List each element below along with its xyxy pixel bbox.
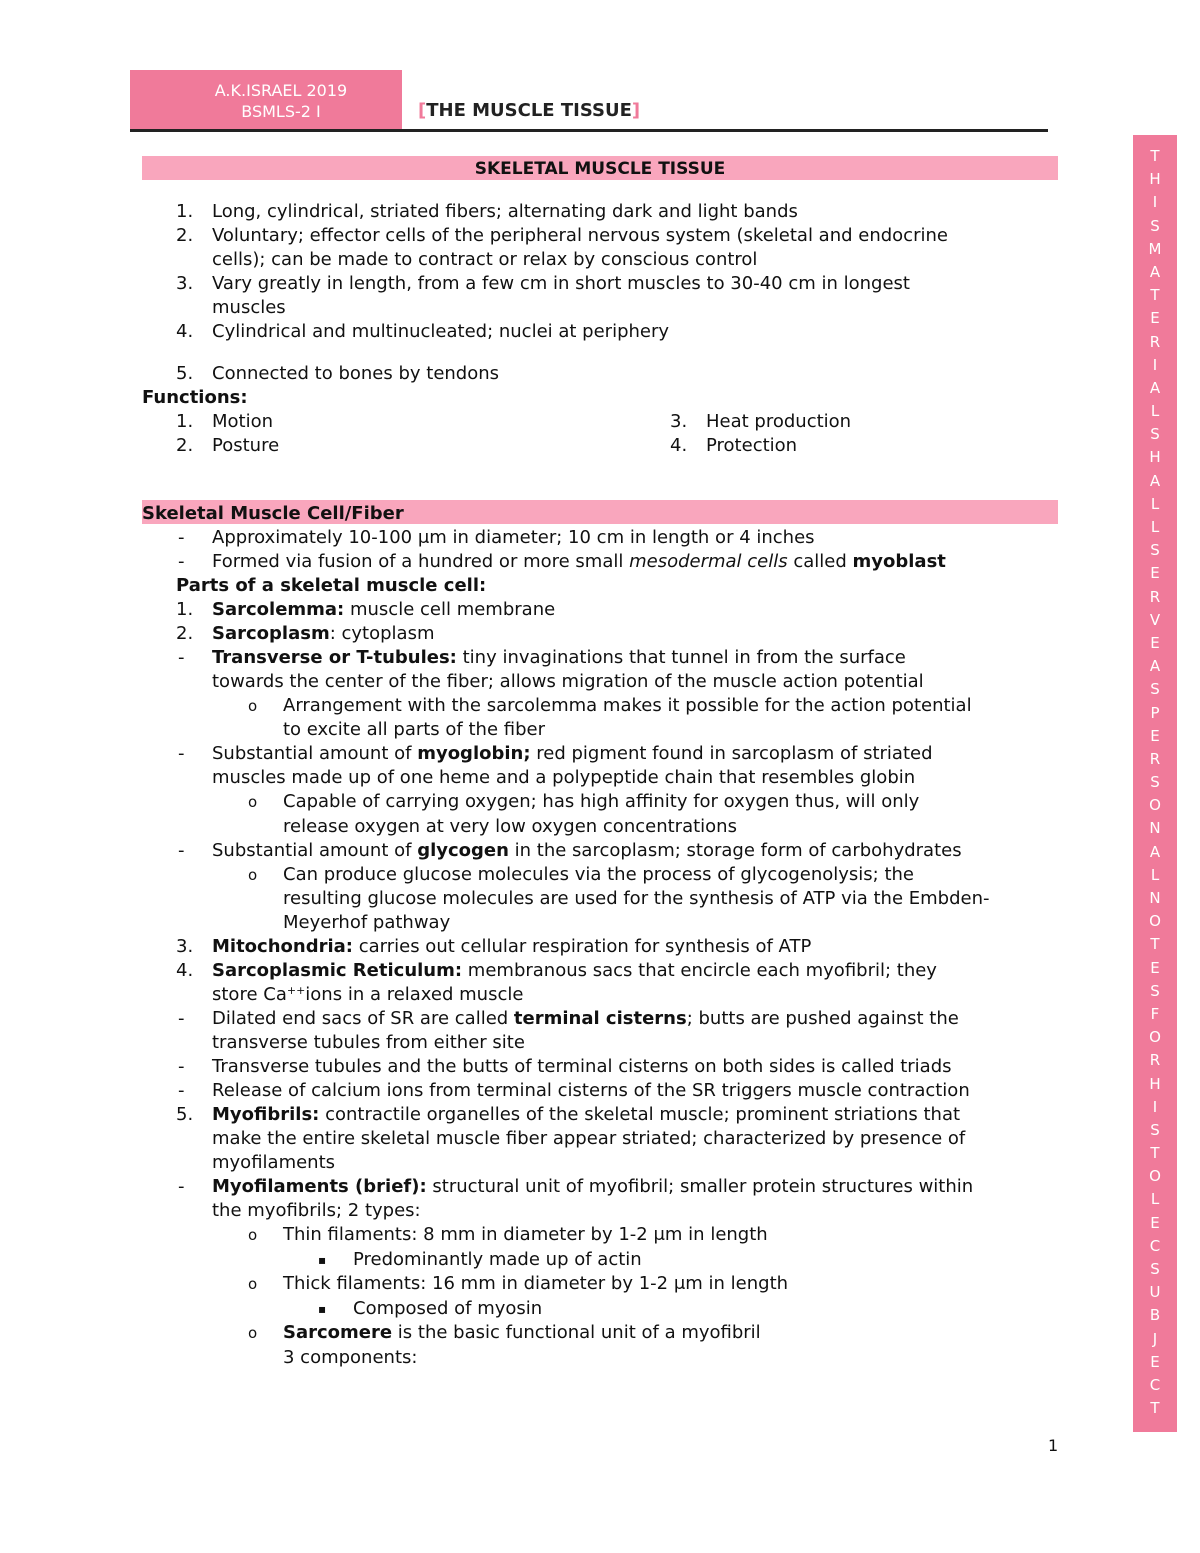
bold-run: Myofilaments (brief):	[212, 1176, 427, 1197]
bullet-item: Transverse tubules and the butts of terminal cisterns on both sides is called triads	[212, 1056, 952, 1077]
sub-bullet-item: Thick filaments: 16 mm in diameter by 1-2 μm in length	[283, 1273, 789, 1294]
side-letter: J	[1152, 1329, 1158, 1348]
side-letter: B	[1149, 1306, 1161, 1325]
bracket-close: ]	[631, 100, 641, 121]
list-number: 1.	[176, 201, 194, 222]
bold-run: Transverse or T-tubules:	[212, 647, 457, 668]
side-letter: L	[1150, 518, 1160, 536]
part-item-cont	[212, 983, 523, 1007]
text-run: ions in a relaxed muscle	[305, 984, 524, 1005]
side-letter: E	[1150, 633, 1160, 652]
part-item	[212, 935, 811, 959]
italic-run: mesodermal cells	[629, 551, 788, 572]
text-run: muscle cell membrane	[344, 599, 556, 620]
sub-bullet-item-cont: to excite all parts of the fiber	[283, 719, 545, 740]
list-number: 4.	[176, 321, 194, 342]
square-marker: ▪	[318, 1253, 327, 1267]
list-number: 1.	[176, 599, 194, 620]
dash-marker: -	[178, 1056, 185, 1077]
sub-bullet-item	[283, 1321, 761, 1345]
bullet-item-cont: towards the center of the fiber; allows migration of the muscle action potential	[212, 671, 924, 692]
page-title-text: THE MUSCLE TISSUE	[426, 100, 632, 121]
function-item: Posture	[212, 435, 280, 456]
page-number: 1	[1048, 1436, 1059, 1455]
side-letter: C	[1149, 1236, 1161, 1255]
side-letter: T	[1150, 286, 1160, 305]
text-run: contractile organelles of the skeletal muscle; prominent striations that	[319, 1104, 961, 1125]
bold-run: glycogen	[417, 840, 509, 861]
bullet-item-cont: the myofibrils; 2 types:	[212, 1200, 421, 1221]
section-heading-skeletal-muscle-cell: Skeletal Muscle Cell/Fiber	[142, 500, 1058, 524]
bold-run: terminal cisterns	[513, 1008, 687, 1029]
side-letter: A	[1149, 378, 1161, 397]
dash-marker: -	[178, 647, 185, 668]
side-letter: T	[1150, 1144, 1160, 1163]
side-letter: A	[1149, 471, 1161, 490]
side-letter: E	[1150, 564, 1160, 583]
header-label-box	[130, 70, 402, 132]
circle-marker: o	[248, 793, 258, 811]
part-item	[212, 598, 555, 622]
text-run: : cytoplasm	[329, 623, 435, 644]
circle-marker: o	[248, 1275, 258, 1293]
bold-run: Mitochondria:	[212, 936, 353, 957]
header-divider	[130, 129, 1048, 132]
side-letter: R	[1149, 587, 1161, 606]
side-letter: H	[1149, 170, 1161, 189]
text-run: carries out cellular respiration for synthesis of ATP	[353, 936, 812, 957]
list-number: 4.	[176, 960, 194, 981]
list-number: 2.	[176, 435, 194, 456]
side-letter: L	[1150, 1190, 1160, 1209]
function-item: Heat production	[706, 411, 852, 432]
side-letter: S	[1150, 216, 1160, 235]
text-run: ; butts are pushed against the	[686, 1008, 959, 1029]
circle-marker: o	[248, 697, 258, 715]
list-item-cont: cells); can be made to contract or relax by conscious control	[212, 249, 758, 270]
side-letter: I	[1152, 193, 1158, 212]
function-item: Protection	[706, 435, 798, 456]
header-author: A.K.ISRAEL 2019	[214, 81, 348, 100]
list-item: Cylindrical and multinucleated; nuclei at periphery	[212, 321, 670, 342]
dash-marker: -	[178, 1080, 185, 1101]
sub-bullet-item: Can produce glucose molecules via the process of glycogenolysis; the	[283, 864, 914, 885]
side-letter: H	[1149, 448, 1161, 467]
list-number: 5.	[176, 1104, 194, 1125]
text-run: called	[787, 551, 853, 572]
bold-run: myoblast	[852, 551, 946, 572]
bullet-item	[212, 550, 946, 574]
bullet-item	[212, 742, 933, 766]
bullet-item	[212, 646, 906, 670]
side-watermark-text	[1133, 145, 1177, 1420]
part-item	[212, 959, 937, 983]
side-letter: O	[1149, 1167, 1161, 1186]
side-letter: R	[1149, 749, 1161, 768]
side-letter: L	[1150, 402, 1160, 421]
sub-sub-bullet-item: Composed of myosin	[353, 1298, 543, 1319]
side-letter: M	[1148, 239, 1162, 258]
sub-bullet-item-cont: release oxygen at very low oxygen concentrations	[283, 816, 737, 837]
part-item-cont: make the entire skeletal muscle fiber appear striated; characterized by presence of	[212, 1128, 966, 1149]
bullet-item	[212, 1007, 959, 1031]
side-letter: E	[1150, 726, 1160, 745]
page-title	[418, 100, 640, 121]
function-item: Motion	[212, 411, 274, 432]
list-item-cont: muscles	[212, 297, 286, 318]
sub-bullet-item: Arrangement with the sarcolemma makes it possible for the action potential	[283, 695, 972, 716]
list-number: 3.	[670, 411, 688, 432]
circle-marker: o	[248, 866, 258, 884]
list-number: 5.	[176, 363, 194, 384]
side-letter: S	[1150, 425, 1160, 444]
side-letter: N	[1149, 819, 1161, 838]
side-letter: P	[1150, 703, 1160, 722]
side-letter: I	[1152, 1097, 1158, 1116]
side-letter: T	[1150, 935, 1160, 954]
sub-bullet-item: Thin filaments: 8 mm in diameter by 1-2 μm in length	[283, 1224, 768, 1245]
side-letter: A	[1149, 842, 1161, 861]
side-letter: T	[1150, 1399, 1160, 1418]
side-letter: R	[1149, 332, 1161, 351]
side-letter: R	[1149, 1051, 1161, 1070]
functions-label: Functions:	[142, 387, 248, 408]
parts-label: Parts of a skeletal muscle cell:	[176, 575, 487, 596]
header-course: BSMLS-2 I	[241, 102, 321, 121]
bullet-item-cont: transverse tubules from either site	[212, 1032, 525, 1053]
list-item: Long, cylindrical, striated fibers; alternating dark and light bands	[212, 201, 798, 222]
bold-run: Sarcomere	[283, 1322, 393, 1343]
side-letter: L	[1150, 494, 1160, 513]
side-letter: F	[1150, 1004, 1160, 1023]
side-letter: U	[1149, 1283, 1161, 1302]
text-run: in the sarcoplasm; storage form of carbohydrates	[508, 840, 962, 861]
sub-bullet-item-cont: resulting glucose molecules are used for the synthesis of ATP via the Embden-	[283, 888, 990, 909]
square-marker: ▪	[318, 1302, 327, 1316]
sub-bullet-item-cont: 3 components:	[283, 1347, 418, 1368]
side-letter: E	[1150, 1213, 1160, 1232]
list-number: 2.	[176, 225, 194, 246]
text-run: membranous sacs that encircle each myofibril; they	[462, 960, 937, 981]
side-letter: V	[1149, 610, 1161, 629]
side-letter: S	[1150, 1260, 1160, 1278]
part-item	[212, 622, 434, 646]
bold-run: Sarcoplasm	[212, 623, 330, 644]
side-letter: E	[1150, 309, 1160, 328]
bullet-item: Approximately 10-100 μm in diameter; 10 cm in length or 4 inches	[212, 527, 815, 548]
dash-marker: -	[178, 743, 185, 764]
part-item-cont: myofilaments	[212, 1152, 336, 1173]
bracket-open: [	[418, 100, 427, 121]
side-letter: S	[1150, 981, 1160, 1000]
text-run: red pigment found in sarcoplasm of striated	[530, 743, 933, 764]
sub-bullet-item-cont: Meyerhof pathway	[283, 912, 451, 933]
part-item	[212, 1103, 960, 1127]
list-number: 2.	[176, 623, 194, 644]
bullet-item	[212, 1175, 973, 1199]
side-letter: T	[1150, 147, 1160, 165]
side-letter: I	[1152, 355, 1158, 374]
side-letter: O	[1149, 796, 1161, 815]
list-number: 1.	[176, 411, 194, 432]
side-letter: E	[1150, 958, 1160, 977]
text-run: tiny invaginations that tunnel in from the surface	[456, 647, 906, 668]
dash-marker: -	[178, 551, 185, 572]
sub-sub-bullet-item: Predominantly made up of actin	[353, 1249, 642, 1270]
list-number: 4.	[670, 435, 688, 456]
list-item: Vary greatly in length, from a few cm in short muscles to 30-40 cm in longest	[212, 273, 910, 294]
side-letter: A	[1149, 262, 1161, 281]
list-item: Voluntary; effector cells of the peripheral nervous system (skeletal and endocrine	[212, 225, 948, 246]
text-run: Dilated end sacs of SR are called	[212, 1008, 514, 1029]
side-letter: S	[1150, 680, 1160, 699]
side-letter: O	[1149, 1028, 1161, 1047]
side-letter: C	[1149, 1375, 1161, 1394]
side-letter: S	[1150, 1120, 1160, 1139]
superscript: ++	[286, 984, 306, 997]
circle-marker: o	[248, 1324, 258, 1342]
side-letter: E	[1150, 1352, 1160, 1371]
section-heading-skeletal-muscle-tissue: SKELETAL MUSCLE TISSUE	[142, 156, 1058, 180]
list-item: Connected to bones by tendons	[212, 363, 500, 384]
sub-bullet-item: Capable of carrying oxygen; has high affinity for oxygen thus, will only	[283, 791, 920, 812]
list-number: 3.	[176, 936, 194, 957]
list-number: 3.	[176, 273, 194, 294]
text-run: Substantial amount of	[212, 840, 418, 861]
side-letter: L	[1150, 865, 1160, 884]
text-run: structural unit of myofibril; smaller protein structures within	[426, 1176, 974, 1197]
text-run: store Ca	[212, 984, 287, 1005]
text-run: Substantial amount of	[212, 743, 418, 764]
dash-marker: -	[178, 527, 185, 548]
dash-marker: -	[178, 1176, 185, 1197]
bullet-item-cont: muscles made up of one heme and a polypeptide chain that resembles globin	[212, 767, 916, 788]
side-watermark-band	[1133, 135, 1177, 1432]
bold-run: Myofibrils:	[212, 1104, 320, 1125]
dash-marker: -	[178, 1008, 185, 1029]
bold-run: Sarcoplasmic Reticulum:	[212, 960, 463, 981]
side-letter: O	[1149, 912, 1161, 931]
side-letter: S	[1150, 541, 1160, 560]
bullet-item: Release of calcium ions from terminal cisterns of the SR triggers muscle contraction	[212, 1080, 970, 1101]
bold-run: Sarcolemma:	[212, 599, 345, 620]
bullet-item	[212, 839, 962, 863]
text-run: is the basic functional unit of a myofibril	[392, 1322, 761, 1343]
dash-marker: -	[178, 840, 185, 861]
side-letter: S	[1150, 773, 1160, 792]
side-letter: H	[1149, 1074, 1161, 1093]
side-letter: A	[1149, 657, 1161, 676]
bold-run: myoglobin;	[417, 743, 531, 764]
text-run: Formed via fusion of a hundred or more small	[212, 551, 630, 572]
circle-marker: o	[248, 1226, 258, 1244]
side-letter: N	[1149, 889, 1161, 907]
